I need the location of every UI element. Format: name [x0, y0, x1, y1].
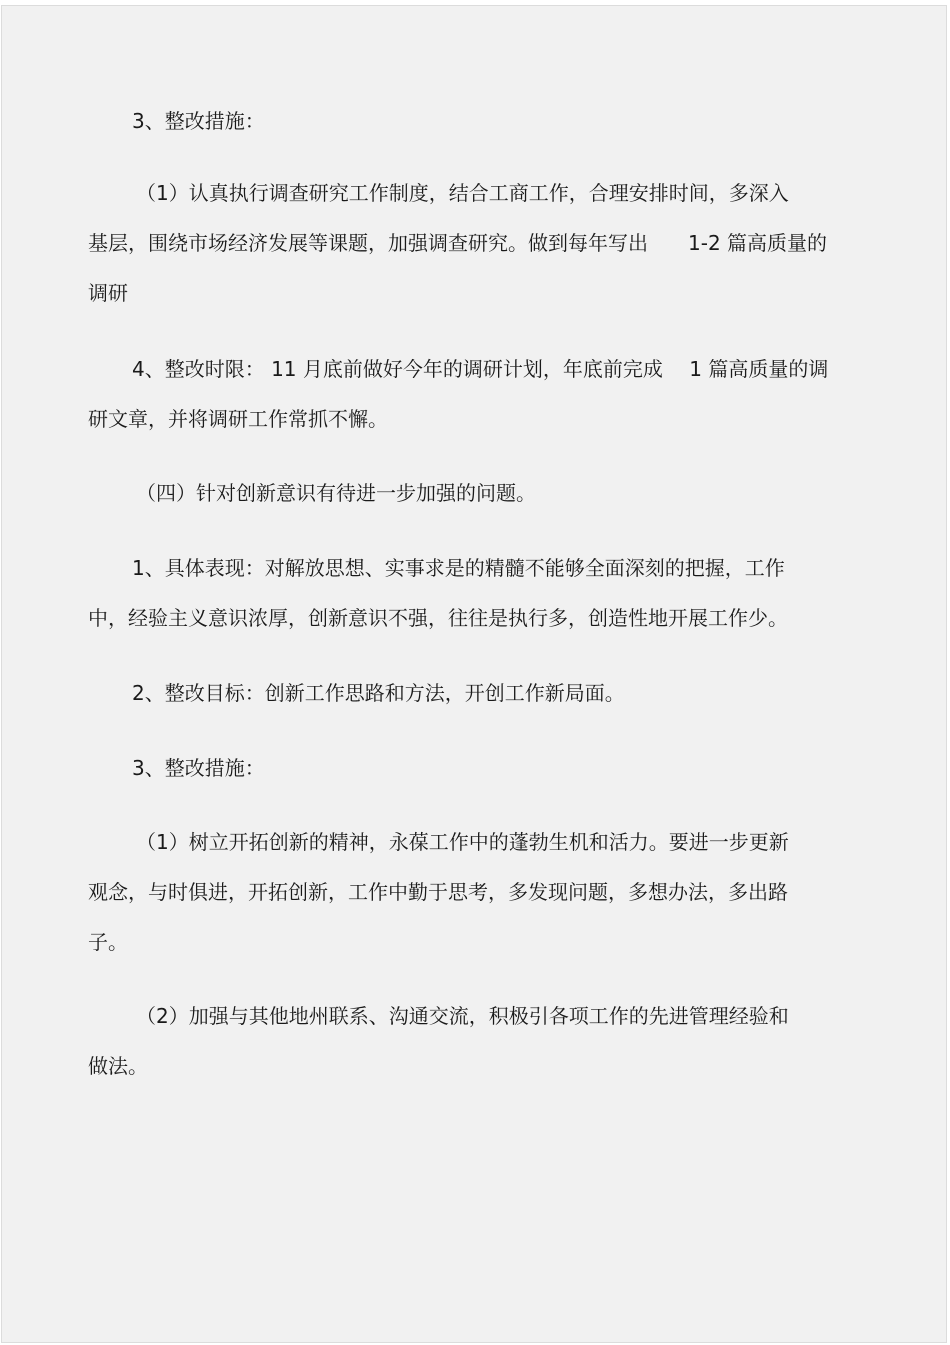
text-line: 中，经验主义意识浓厚，创新意识不强，往往是执行多，创造性地开展工作少。	[88, 606, 788, 630]
document-page	[1, 5, 947, 1343]
paragraph-measure-research	[88, 168, 868, 318]
text-line: 子。	[88, 930, 128, 954]
paragraph-measures-heading-2	[88, 743, 868, 793]
text-line: （1）认真执行调查研究工作制度，结合工商工作，合理安排时间，多深入	[136, 181, 789, 205]
text-line: 做法。	[88, 1054, 148, 1078]
text-line: （2）加强与其他地州联系、沟通交流，积极引各项工作的先进管理经验和	[136, 1004, 789, 1028]
text-line: 4、整改时限： 11 月底前做好今年的调研计划，年底前完成 1 篇高质量的调	[132, 357, 829, 381]
paragraph-deadline	[88, 344, 868, 444]
paragraph-specific-manifestation	[88, 543, 868, 643]
text-line: 1、具体表现：对解放思想、实事求是的精髓不能够全面深刻的把握，工作	[132, 556, 785, 580]
text-line: 观念，与时俱进，开拓创新，工作中勤于思考，多发现问题，多想办法，多出路	[88, 880, 788, 904]
text-line: 研文章，并将调研工作常抓不懈。	[88, 407, 388, 431]
paragraph-rectification-goal	[88, 668, 868, 718]
paragraph-measure-pioneering	[88, 817, 868, 967]
section-heading-innovation	[88, 468, 868, 518]
paragraph-measure-exchange	[88, 991, 868, 1091]
text-line: 3、整改措施：	[132, 756, 265, 780]
text-line: （1）树立开拓创新的精神，永葆工作中的蓬勃生机和活力。要进一步更新	[136, 830, 789, 854]
text-line: （四）针对创新意识有待进一步加强的问题。	[136, 481, 536, 505]
text-line: 2、整改目标：创新工作思路和方法，开创工作新局面。	[132, 681, 625, 705]
paragraph-measures-heading-1	[88, 96, 868, 146]
text-line: 调研	[88, 281, 128, 305]
text-line: 基层，围绕市场经济发展等课题，加强调查研究。做到每年写出 1-2 篇高质量的	[88, 231, 828, 255]
text-line: 3、整改措施：	[132, 109, 265, 133]
